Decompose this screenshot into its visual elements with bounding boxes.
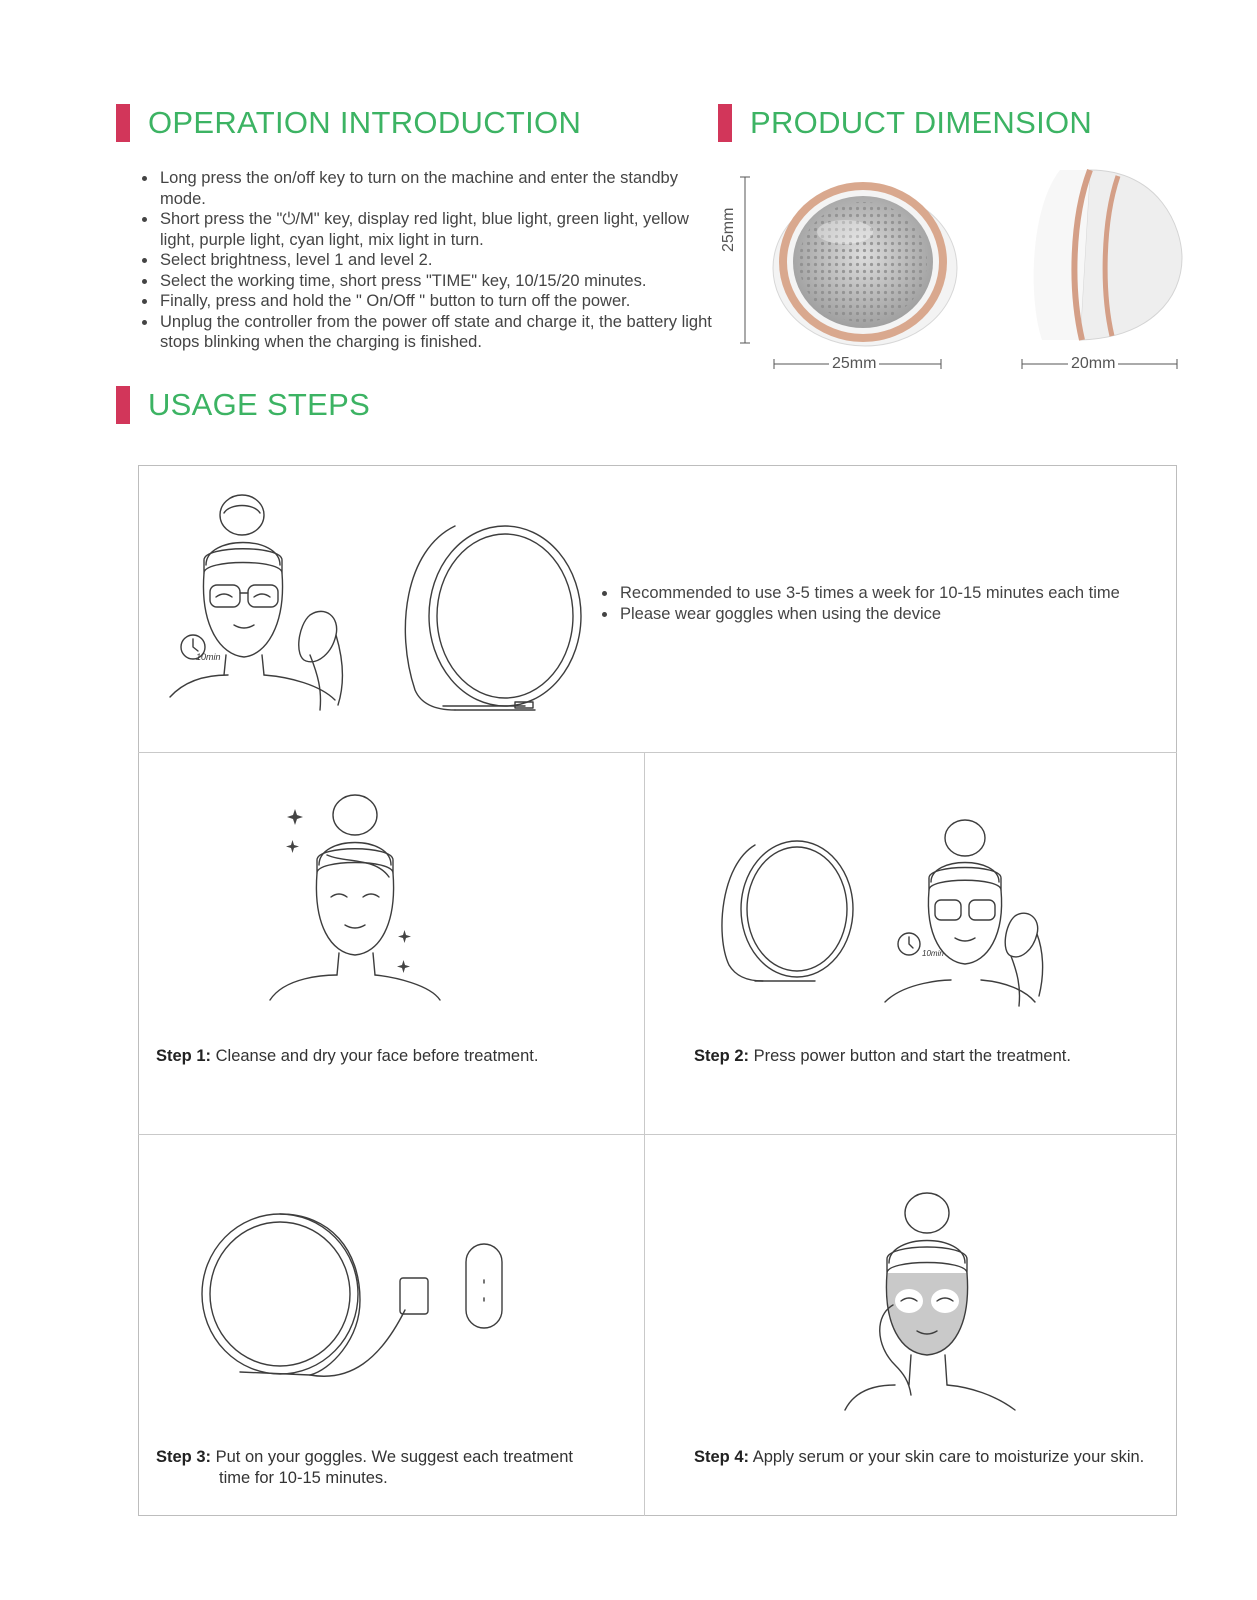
woman-goggles-illustration-step2 xyxy=(895,810,1075,1020)
device-charging-illustration xyxy=(200,1210,520,1400)
face-mask-illustration xyxy=(835,1185,1035,1415)
device-front-image xyxy=(770,170,970,350)
operation-bullet: • Select the working time, short press "TIME" key, 10/15/20 minutes. xyxy=(158,271,718,292)
step-3-label: Step 3: xyxy=(156,1448,212,1466)
height-label: 25mm xyxy=(720,205,738,255)
step-4-text xyxy=(694,1447,1144,1468)
usage-intro-bullet: • Please wear goggles when using the device xyxy=(618,604,1178,625)
step-4-description: Apply serum or your skin care to moisturize your skin. xyxy=(752,1448,1145,1466)
device-illustration-step2 xyxy=(715,835,855,985)
device-illustration xyxy=(395,520,585,715)
height-dimension-line xyxy=(735,175,755,345)
heading-accent-bar xyxy=(116,386,130,424)
dimension-heading xyxy=(718,104,1092,142)
usage-intro-list xyxy=(600,583,1178,624)
step-1-text xyxy=(156,1046,538,1067)
step-1-label: Step 1: xyxy=(156,1047,212,1065)
step-2-label: Step 2: xyxy=(694,1047,750,1065)
operation-list xyxy=(140,168,718,353)
step-1-description: Cleanse and dry your face before treatment. xyxy=(215,1047,539,1065)
front-width-label: 25mm xyxy=(829,355,879,373)
operation-bullet: • Short press the "⏻/M" key, display red light, blue light, green light, yellow light, purple light, cyan light, mix light in turn. xyxy=(158,209,718,250)
operation-bullet: • Select brightness, level 1 and level 2. xyxy=(158,250,718,271)
step-3-description-continued: time for 10-15 minutes. xyxy=(219,1468,388,1487)
step-3-description: Put on your goggles. We suggest each treatment xyxy=(215,1448,574,1466)
operation-bullet: • Long press the on/off key to turn on the machine and enter the standby mode. xyxy=(158,168,718,209)
usage-intro-bullet: • Recommended to use 3-5 times a week for 10-15 minutes each time xyxy=(618,583,1178,604)
cleanse-face-illustration xyxy=(265,785,465,1010)
step-3-text xyxy=(156,1447,573,1488)
timer-label: 10min xyxy=(196,652,221,662)
operation-bullet: • Unplug the controller from the power off state and charge it, the battery light stops blinking when the charging is finished. xyxy=(158,312,718,353)
grid-divider xyxy=(644,752,645,1516)
side-width-label: 20mm xyxy=(1068,355,1118,373)
heading-accent-bar xyxy=(116,104,130,142)
timer-label: 10min xyxy=(922,949,944,958)
usage-heading xyxy=(116,386,370,424)
operation-bullet: • Finally, press and hold the " On/Off " button to turn off the power. xyxy=(158,291,718,312)
usage-title: USAGE STEPS xyxy=(148,387,371,422)
dimension-title: PRODUCT DIMENSION xyxy=(750,105,1093,140)
step-4-label: Step 4: xyxy=(694,1448,750,1466)
grid-divider xyxy=(138,752,1177,753)
grid-divider xyxy=(138,1134,1177,1135)
heading-accent-bar xyxy=(718,104,732,142)
device-side-image xyxy=(1020,168,1180,348)
step-2-description: Press power button and start the treatment. xyxy=(753,1047,1071,1065)
operation-title: OPERATION INTRODUCTION xyxy=(148,105,582,140)
step-2-text xyxy=(694,1046,1071,1067)
operation-heading xyxy=(116,104,581,142)
woman-goggles-illustration xyxy=(160,485,360,725)
